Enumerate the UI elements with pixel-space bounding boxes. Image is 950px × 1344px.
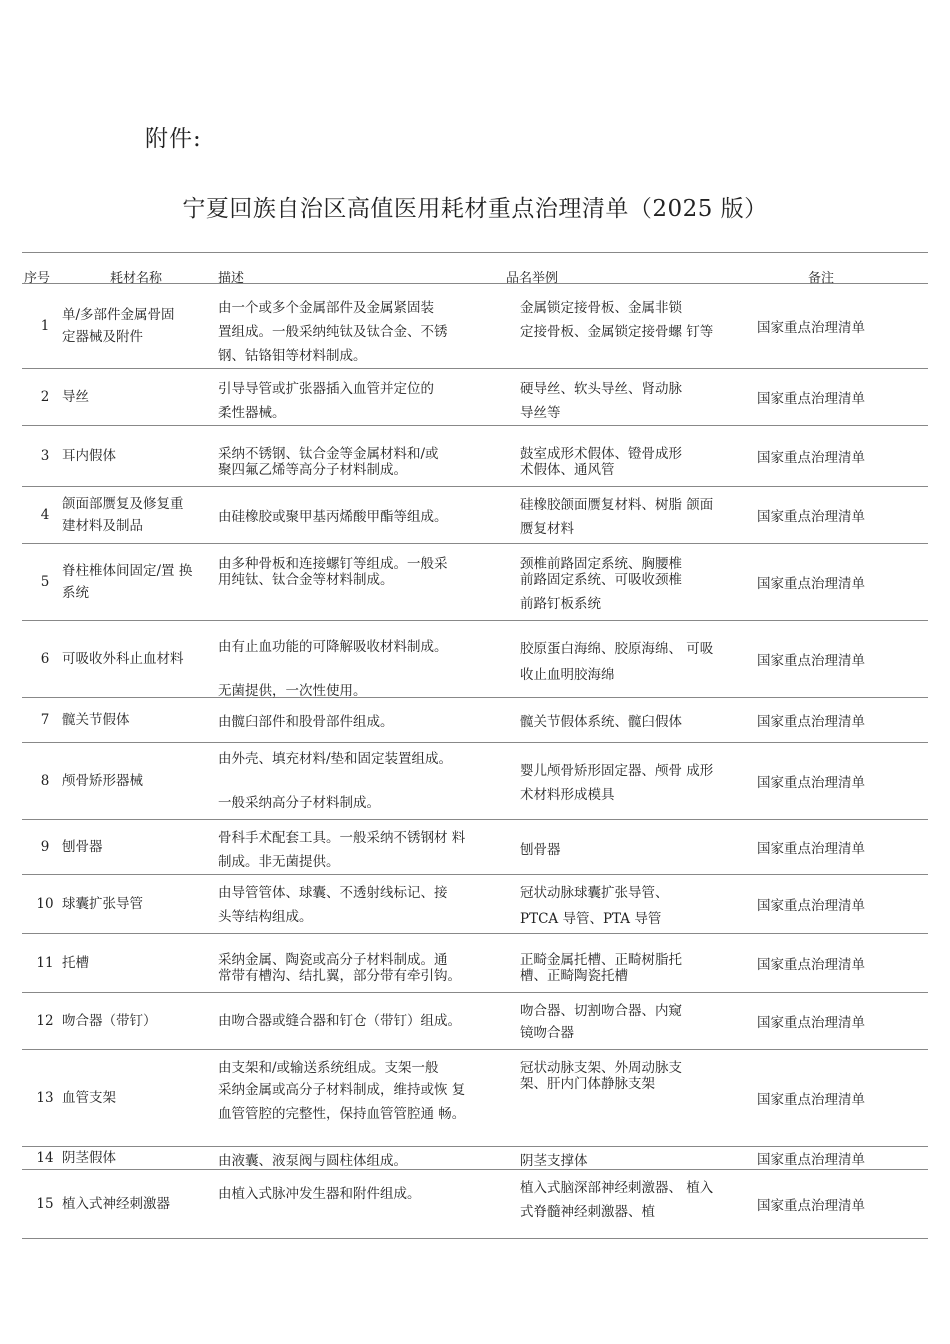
example-line: 赝复材料 (520, 521, 574, 537)
product-examples (520, 544, 742, 620)
description-line: 由植入式脉冲发生器和附件组成。 (218, 1186, 421, 1202)
material-name (62, 304, 212, 348)
product-examples (520, 284, 742, 368)
material-description (218, 1170, 510, 1238)
row-number: 15 (36, 1196, 54, 1212)
description-line: 头等结构组成。 (218, 909, 313, 925)
row-note: 国家重点治理清单 (757, 391, 865, 407)
document-title: 宁夏回族自治区高值医用耗材重点治理清单（2025 版） (182, 196, 768, 222)
material-name-line: 单/多部件金属骨固 (62, 307, 175, 323)
row-number: 1 (40, 318, 50, 334)
description-line: 常带有槽沟、结扎翼，部分带有牵引钩。 (218, 968, 461, 984)
material-description (218, 426, 510, 486)
description-line: 由硅橡胶或聚甲基丙烯酸甲酯等组成。 (218, 509, 448, 525)
material-name (62, 386, 212, 408)
product-examples (520, 820, 742, 874)
description-line: 由导管管体、球囊、不透射线标记、接 (218, 885, 448, 901)
table-row (22, 1147, 928, 1170)
table-row (22, 993, 928, 1050)
example-line: 术假体、通风管 (520, 462, 615, 478)
example-line: 鼓室成形术假体、镫骨成形 (520, 446, 682, 462)
material-name (62, 893, 212, 915)
example-line: 定接骨板、金属锁定接骨螺 钉等 (520, 324, 714, 340)
row-note: 国家重点治理清单 (757, 775, 865, 791)
material-name-line: 颌面部赝复及修复重 (62, 496, 184, 512)
material-name-line: 系统 (62, 585, 89, 601)
material-description (218, 820, 510, 874)
material-description (218, 284, 510, 368)
row-note: 国家重点治理清单 (757, 653, 865, 669)
table-row (22, 934, 928, 993)
table-body (22, 284, 928, 1239)
description-line: 由髋臼部件和股骨部件组成。 (218, 714, 394, 730)
product-examples (520, 487, 742, 543)
description-line: 置组成。一般采纳纯钛及钛合金、不锈 (218, 324, 448, 340)
row-note: 国家重点治理清单 (757, 1152, 865, 1168)
row-number: 11 (36, 955, 54, 971)
example-line: 胶原蛋白海绵、胶原海绵、 可吸 (520, 641, 714, 657)
material-name (62, 1010, 212, 1032)
row-number: 6 (40, 651, 50, 667)
description-line: 由有止血功能的可降解吸收材料制成。 (218, 639, 448, 655)
example-line: 架、肝内门体静脉支架 (520, 1076, 655, 1092)
row-note: 国家重点治理清单 (757, 509, 865, 525)
description-line: 柔性器械。 (218, 405, 286, 421)
table-row (22, 284, 928, 369)
material-name (62, 560, 212, 604)
material-name-line: 托槽 (62, 955, 89, 971)
example-line: 金属锁定接骨板、金属非锁 (520, 300, 682, 316)
material-name-line: 刨骨器 (62, 839, 103, 855)
product-examples (520, 621, 742, 697)
material-description (218, 1147, 510, 1169)
example-line: 冠状动脉球囊扩张导管、 (520, 885, 669, 901)
material-name (62, 770, 212, 792)
description-line: 血管管腔的完整性，保持血管管腔通 畅。 (218, 1106, 466, 1122)
material-description (218, 369, 510, 425)
description-line: 采纳金属、陶瓷或高分子材料制成。通 (218, 952, 448, 968)
example-line: 婴儿颅骨矫形固定器、颅骨 成形 (520, 763, 714, 779)
example-line: 正畸金属托槽、正畸树脂托 (520, 952, 682, 968)
table-row (22, 1170, 928, 1239)
table-row (22, 487, 928, 544)
example-line: 刨骨器 (520, 842, 561, 858)
example-line: 镜吻合器 (520, 1025, 574, 1041)
description-line: 由多种骨板和连接螺钉等组成。一般采 (218, 556, 448, 572)
description-line: 用纯钛、钛合金等材料制成。 (218, 572, 394, 588)
materials-table (22, 252, 928, 1239)
product-examples (520, 698, 742, 742)
table-row (22, 875, 928, 934)
description-line: 采纳不锈钢、钛合金等金属材料和/或 (218, 446, 439, 462)
material-name-line: 导丝 (62, 389, 89, 405)
material-description (218, 487, 510, 543)
example-line: 植入式脑深部神经刺激器、 植入 (520, 1180, 714, 1196)
row-number: 8 (40, 773, 50, 789)
material-name-line: 可吸收外科止血材料 (62, 651, 184, 667)
row-note: 国家重点治理清单 (757, 1015, 865, 1031)
row-number: 9 (40, 839, 50, 855)
description-line: 一般采纳高分子材料制成。 (218, 795, 380, 811)
material-name (62, 1193, 212, 1215)
description-line: 钢、钴铬钼等材料制成。 (218, 348, 367, 364)
example-line: 髋关节假体系统、髋臼假体 (520, 714, 682, 730)
description-line: 由吻合器或缝合器和钉仓（带钉）组成。 (218, 1013, 461, 1029)
example-line: 硅橡胶颌面赝复材料、树脂 颌面 (520, 497, 714, 513)
material-name-line: 颅骨矫形器械 (62, 773, 143, 789)
row-number: 12 (36, 1013, 54, 1029)
header-name: 耗材名称 (110, 271, 163, 286)
material-description (218, 621, 510, 697)
material-name (62, 836, 212, 858)
material-name (62, 493, 212, 537)
row-note: 国家重点治理清单 (757, 714, 865, 730)
example-line: 导丝等 (520, 405, 561, 421)
example-line: 颈椎前路固定系统、胸腰椎 (520, 556, 682, 572)
material-description (218, 743, 510, 819)
product-examples (520, 426, 742, 486)
table-row (22, 1050, 928, 1147)
material-description (218, 1050, 510, 1146)
header-num: 序号 (24, 271, 51, 286)
material-description (218, 544, 510, 620)
description-line: 采纳金属或高分子材料制成，维持或恢 复 (218, 1082, 466, 1098)
material-name (62, 709, 212, 731)
material-name-line: 球囊扩张导管 (62, 896, 143, 912)
product-examples (520, 934, 742, 992)
example-line: 前路固定系统、可吸收颈椎 (520, 572, 682, 588)
description-line: 由外壳、填充材料/垫和固定装置组成。 (218, 751, 453, 767)
description-line: 由支架和/或输送系统组成。支架一般 (218, 1060, 439, 1076)
example-line: 前路钉板系统 (520, 596, 601, 612)
row-number: 10 (36, 896, 54, 912)
example-line: PTCA 导管、PTA 导管 (520, 911, 662, 927)
description-line: 骨科手术配套工具。一般采纳不锈钢材 料 (218, 830, 466, 846)
row-number: 13 (36, 1090, 54, 1106)
material-name (62, 445, 212, 467)
material-name (62, 648, 212, 670)
description-line: 制成。非无菌提供。 (218, 854, 340, 870)
material-description (218, 993, 510, 1049)
material-name-line: 吻合器（带钉） (62, 1013, 157, 1029)
row-number: 4 (40, 507, 50, 523)
material-description (218, 934, 510, 992)
row-note: 国家重点治理清单 (757, 1198, 865, 1214)
row-note: 国家重点治理清单 (757, 320, 865, 336)
material-name (62, 1087, 212, 1109)
table-header (22, 253, 928, 284)
example-line: 吻合器、切割吻合器、内窥 (520, 1003, 682, 1019)
product-examples (520, 875, 742, 933)
description-line: 聚四氟乙烯等高分子材料制成。 (218, 462, 407, 478)
example-line: 阴茎支撑体 (520, 1153, 588, 1169)
material-name-line: 建材料及制品 (62, 518, 143, 534)
material-description (218, 698, 510, 742)
product-examples (520, 743, 742, 819)
row-number: 2 (40, 389, 50, 405)
material-name-line: 血管支架 (62, 1090, 116, 1106)
product-examples (520, 369, 742, 425)
example-line: 式脊髓神经刺激器、植 (520, 1204, 655, 1220)
product-examples (520, 1170, 742, 1238)
row-note: 国家重点治理清单 (757, 841, 865, 857)
table-row (22, 544, 928, 621)
row-number: 7 (40, 712, 50, 728)
attachment-label: 附件: (145, 126, 202, 152)
row-note: 国家重点治理清单 (757, 957, 865, 973)
description-line: 引导导管或扩张器插入血管并定位的 (218, 381, 434, 397)
material-name-line: 定器械及附件 (62, 329, 143, 345)
table-row (22, 621, 928, 698)
material-name (62, 1147, 212, 1169)
row-number: 5 (40, 574, 50, 590)
description-line: 由一个或多个金属部件及金属紧固装 (218, 300, 434, 316)
material-name-line: 髋关节假体 (62, 712, 130, 728)
table-row (22, 743, 928, 820)
example-line: 术材料形成模具 (520, 787, 615, 803)
description-line: 由液囊、液泵阀与圆柱体组成。 (218, 1153, 407, 1169)
material-description (218, 875, 510, 933)
row-number: 3 (40, 448, 50, 464)
material-name-line: 植入式神经刺激器 (62, 1196, 170, 1212)
table-row (22, 698, 928, 743)
table-row (22, 369, 928, 426)
header-desc: 描述 (218, 271, 245, 286)
product-examples (520, 993, 742, 1049)
table-row (22, 820, 928, 875)
header-examples: 品名举例 (506, 271, 559, 286)
product-examples (520, 1050, 742, 1146)
row-number: 14 (36, 1150, 54, 1166)
example-line: 收止血明胶海绵 (520, 667, 615, 683)
product-examples (520, 1147, 742, 1169)
material-name-line: 耳内假体 (62, 448, 116, 464)
row-note: 国家重点治理清单 (757, 1092, 865, 1108)
row-note: 国家重点治理清单 (757, 898, 865, 914)
example-line: 冠状动脉支架、外周动脉支 (520, 1060, 682, 1076)
material-name-line: 脊柱椎体间固定/置 换 (62, 563, 193, 579)
row-note: 国家重点治理清单 (757, 450, 865, 466)
example-line: 槽、正畸陶瓷托槽 (520, 968, 628, 984)
table-row (22, 426, 928, 487)
example-line: 硬导丝、软头导丝、肾动脉 (520, 381, 682, 397)
description-line: 无菌提供，一次性使用。 (218, 683, 367, 699)
header-note: 备注 (808, 271, 835, 286)
row-note: 国家重点治理清单 (757, 576, 865, 592)
material-name (62, 952, 212, 974)
material-name-line: 阴茎假体 (62, 1150, 116, 1166)
